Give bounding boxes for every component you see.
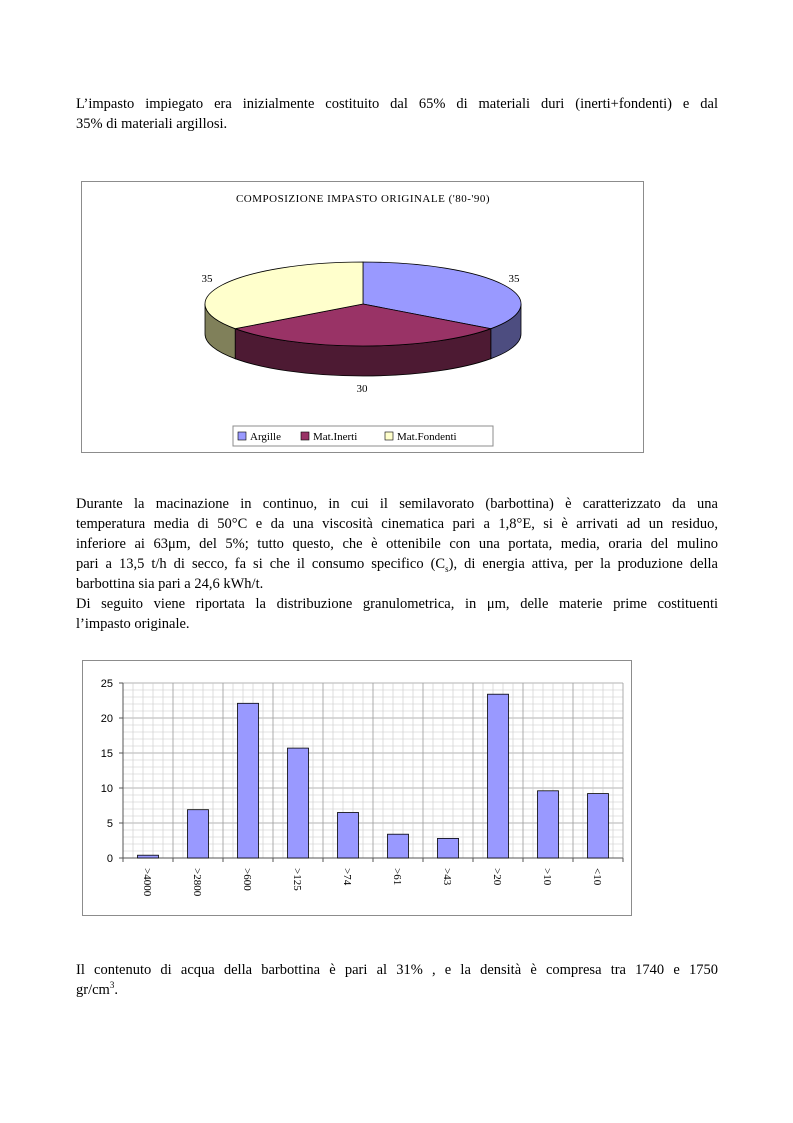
- pie-legend: [233, 426, 493, 446]
- x-tick-label: >61: [391, 868, 403, 886]
- x-tick-label: >20: [491, 868, 503, 886]
- bar-8: [538, 791, 559, 858]
- distribution-line-1: Di seguito viene riportata la distribuzione granulometrica, in μm, delle materie prime costituenti: [76, 596, 718, 612]
- bar-6: [438, 838, 459, 858]
- y-tick-label: 5: [106, 818, 113, 830]
- water-line-1: Il contenuto di acqua della barbottina è pari al 31% , e la densità è compresa tra 1740 e 1750: [76, 962, 718, 978]
- distribution-paragraph: [76, 594, 718, 634]
- bar-1: [188, 810, 209, 858]
- y-tick-label: 0: [106, 853, 113, 865]
- pie-data-label-argille: 35: [508, 273, 520, 285]
- y-tick-label: 20: [100, 713, 113, 725]
- x-tick-label: >600: [241, 868, 253, 891]
- pie-data-label-inerti: 30: [356, 383, 368, 395]
- grinding-line-4b: ), di energia attiva, per la produzione della: [448, 556, 718, 572]
- bar-9: [588, 794, 609, 858]
- grinding-line-4: [76, 554, 718, 574]
- y-tick-label: 25: [100, 678, 113, 690]
- cs-subscript: s: [445, 563, 449, 574]
- water-line-2: [76, 980, 718, 1000]
- pie-chart-title: COMPOSIZIONE IMPASTO ORIGINALE ('80-'90): [235, 193, 491, 205]
- legend-label-inerti: Mat.Inerti: [313, 431, 358, 443]
- grinding-line-3: inferiore ai 63μm, del 5%; tutto questo, che è ottenibile con una portata, media, oraria del mulino: [76, 536, 718, 552]
- bar-0: [138, 855, 159, 858]
- bar-3: [288, 748, 309, 858]
- water-line-2a: gr/cm: [76, 982, 110, 998]
- bar-4: [338, 813, 359, 859]
- grinding-line-4a: pari a 13,5 t/h di secco, fa si che il consumo specifico (C: [76, 556, 446, 572]
- y-tick-label: 15: [100, 748, 113, 760]
- intro-line-2: 35% di materiali argillosi.: [76, 116, 228, 132]
- pie-chart-frame: [81, 181, 644, 453]
- x-tick-label: >125: [291, 868, 303, 891]
- legend-swatch-inerti: [301, 432, 309, 440]
- grinding-line-1: Durante la macinazione in continuo, in cui il semilavorato (barbottina) è caratterizzato da una: [76, 496, 718, 512]
- distribution-line-2: l’impasto originale.: [76, 616, 190, 632]
- x-tick-label: >4000: [141, 868, 153, 897]
- legend-label-fondenti: Mat.Fondenti: [397, 431, 457, 443]
- bar-5: [388, 834, 409, 858]
- pie-chart: [82, 182, 645, 454]
- x-tick-label: >43: [441, 868, 453, 886]
- water-paragraph: [76, 960, 718, 1000]
- x-tick-label: <10: [591, 868, 603, 886]
- x-tick-label: >10: [541, 868, 553, 886]
- cm3-superscript: 3: [109, 980, 115, 991]
- bar-chart-frame: [82, 660, 632, 916]
- grinding-paragraph: [76, 494, 718, 594]
- legend-swatch-fondenti: [385, 432, 393, 440]
- legend-swatch-argille: [238, 432, 246, 440]
- water-line-2b: .: [114, 982, 118, 998]
- x-tick-label: >2800: [191, 868, 203, 897]
- legend-label-argille: Argille: [250, 431, 281, 443]
- bar-2: [238, 703, 259, 858]
- intro-line-1: L’impasto impiegato era inizialmente costituito dal 65% di materiali duri (inerti+fondenti) e dal: [76, 96, 718, 112]
- x-tick-label: >74: [341, 868, 353, 886]
- bar-chart: [83, 661, 633, 917]
- grinding-line-5: barbottina sia pari a 24,6 kWh/t.: [76, 576, 264, 592]
- grinding-line-2: temperatura media di 50°C e da una viscosità cinematica pari a 1,8°E, si è arrivati ad un residuo,: [76, 516, 718, 532]
- intro-paragraph: [76, 94, 718, 134]
- bar-7: [488, 694, 509, 858]
- y-tick-label: 10: [100, 783, 113, 795]
- pie-data-label-fondenti: 35: [201, 273, 213, 285]
